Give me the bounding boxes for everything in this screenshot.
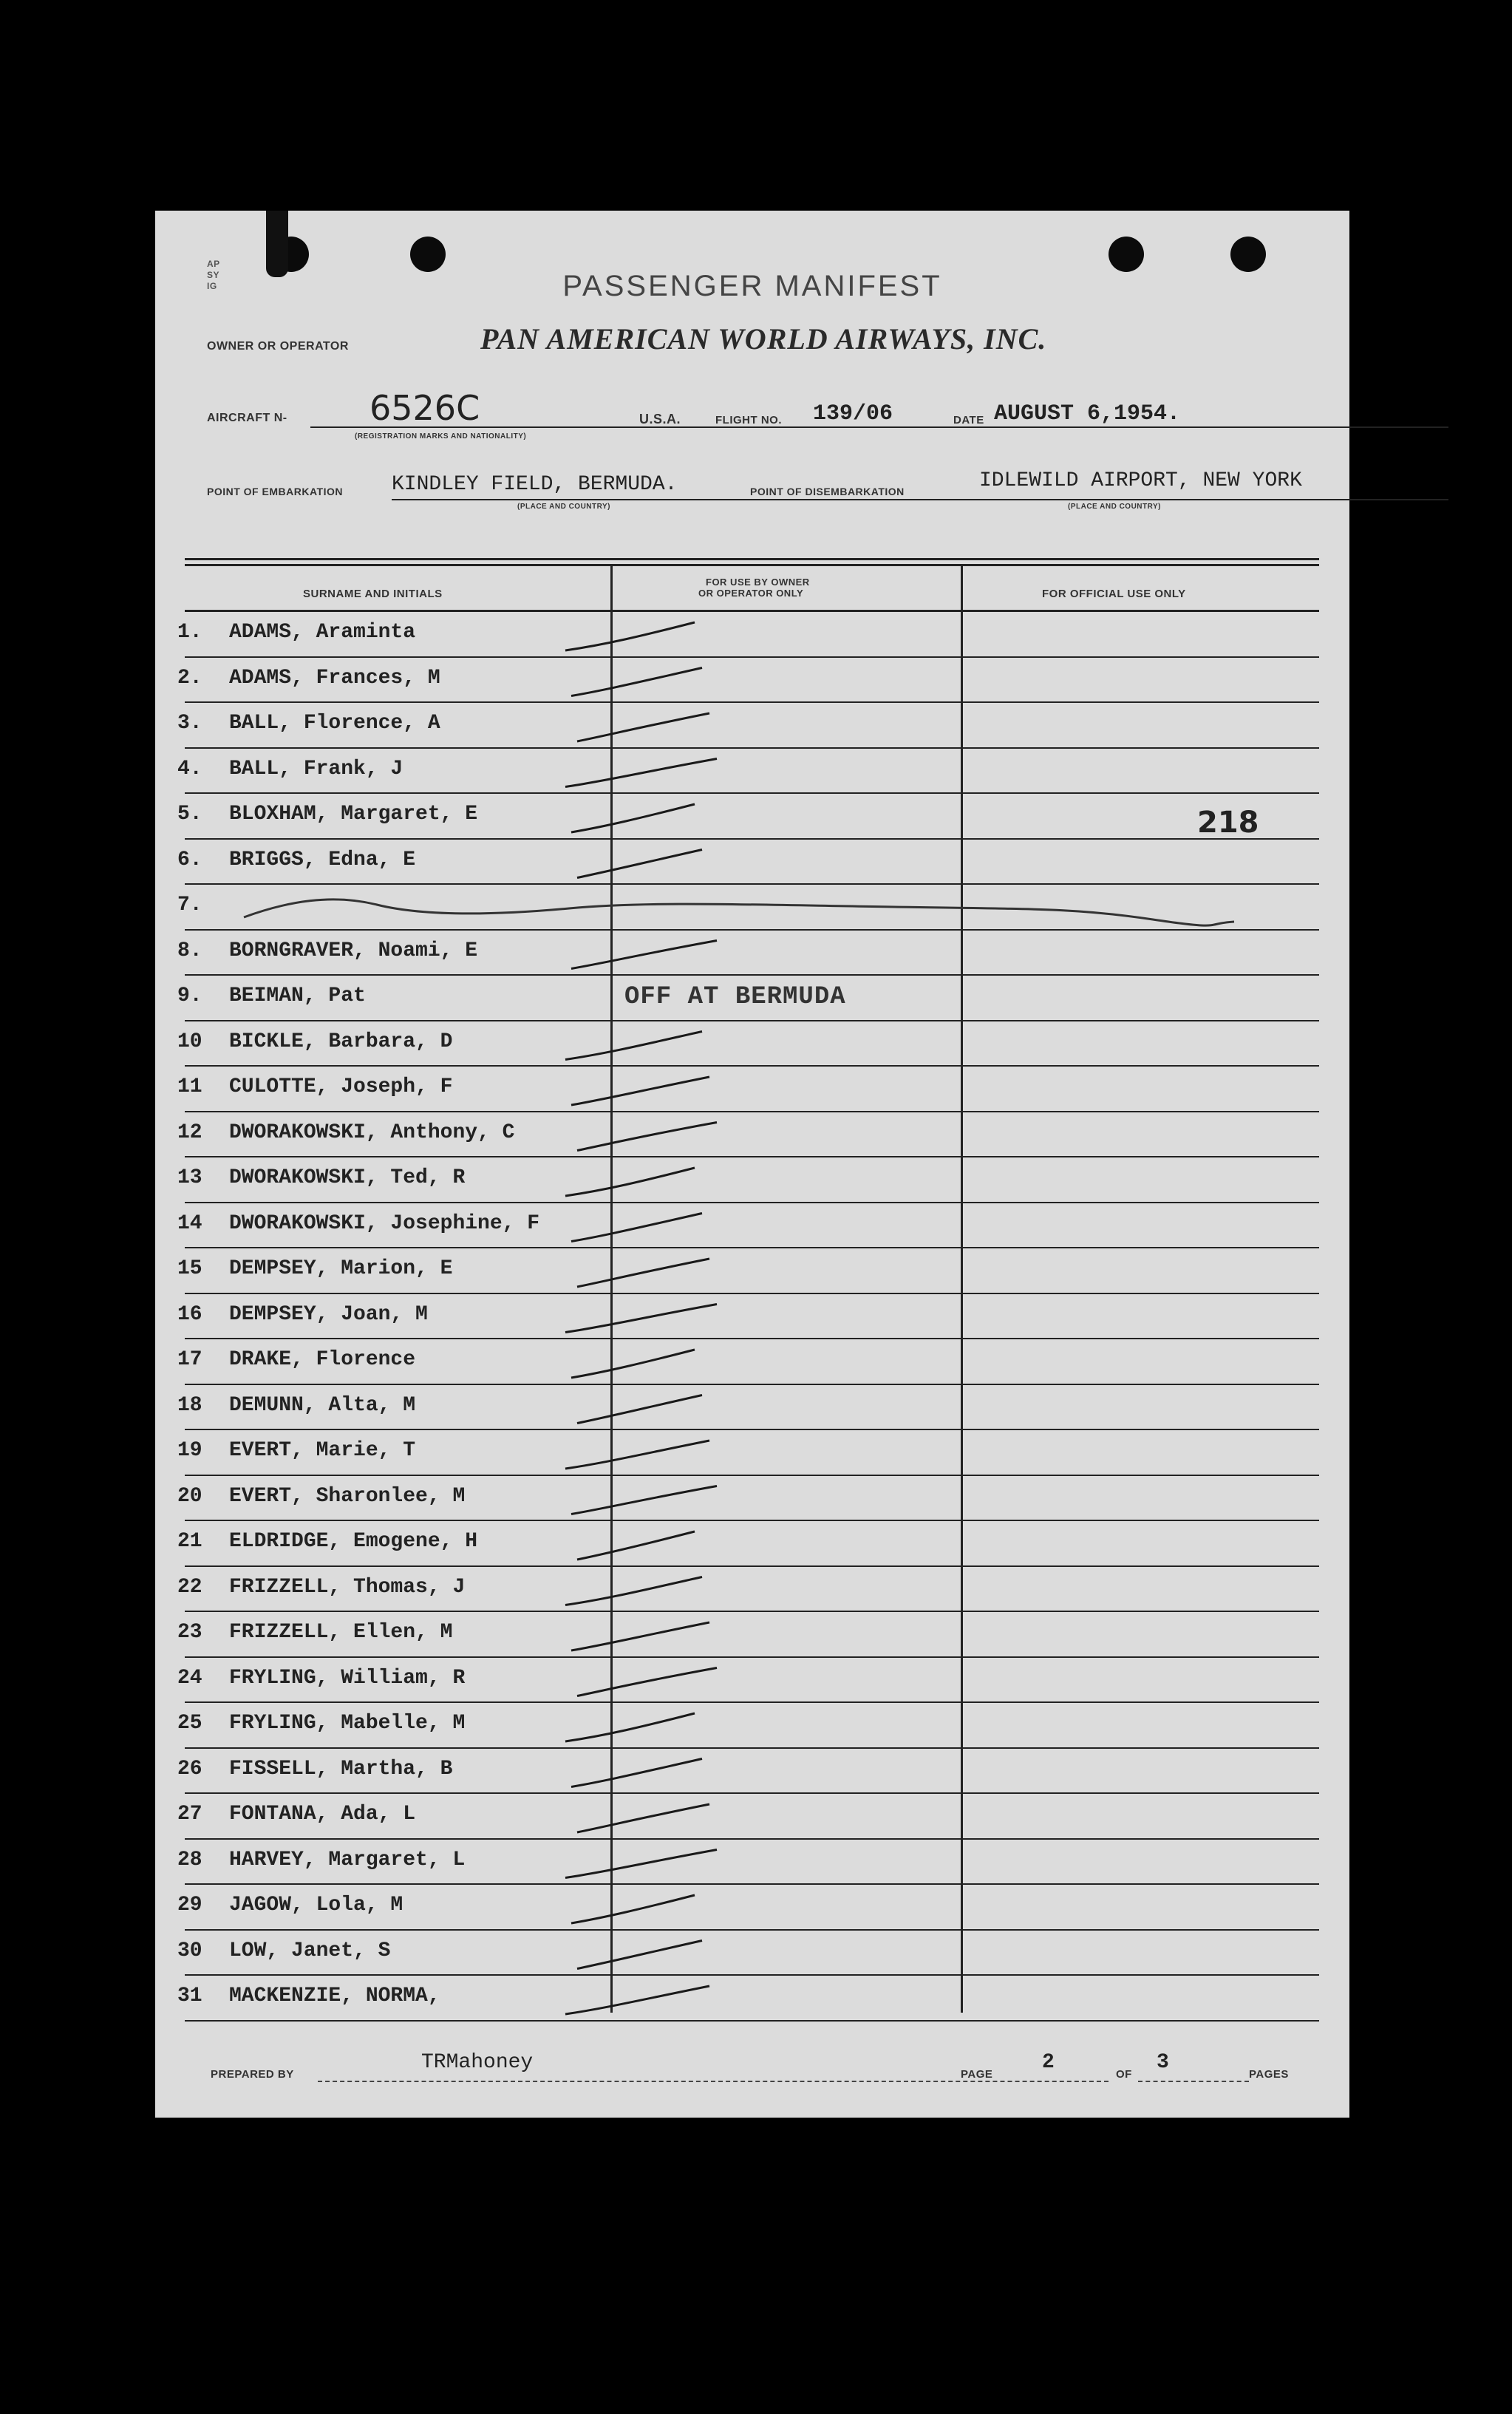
passenger-name: BALL, Florence, A: [229, 712, 440, 735]
flight-label: FLIGHT NO.: [715, 414, 782, 426]
page-label: PAGE: [961, 2068, 993, 2081]
row-number: 7.: [177, 894, 202, 917]
form-code-line: SY: [207, 270, 220, 280]
check-mark: [571, 1486, 717, 1514]
check-mark: [565, 1168, 695, 1196]
form-code-line: AP: [207, 259, 220, 269]
pen-marks: [155, 211, 1349, 2118]
row-number: 8.: [177, 939, 202, 962]
passenger-name: JAGOW, Lola, M: [229, 1894, 403, 1917]
row-rule: [185, 1792, 1319, 1794]
col-owner-header: OR OPERATOR ONLY: [698, 588, 804, 599]
check-mark: [565, 622, 695, 650]
passenger-name: ADAMS, Araminta: [229, 621, 416, 644]
official-note: 218: [1197, 806, 1259, 840]
check-mark: [571, 1214, 702, 1242]
aircraft-label: AIRCRAFT N-: [207, 412, 287, 424]
row-rule: [185, 883, 1319, 885]
row-number: 20: [177, 1484, 202, 1508]
row-rule: [185, 1611, 1319, 1612]
aircraft-caption: (REGISTRATION MARKS AND NATIONALITY): [355, 432, 527, 441]
passenger-name: ELDRIDGE, Emogene, H: [229, 1530, 478, 1553]
of-value: 3: [1157, 2051, 1169, 2074]
row-rule: [185, 1838, 1319, 1840]
passenger-name: DWORAKOWSKI, Josephine, F: [229, 1211, 540, 1235]
passenger-name: DEMPSEY, Marion, E: [229, 1257, 453, 1280]
embarkation-value: KINDLEY FIELD, BERMUDA.: [392, 473, 678, 496]
row-number: 5.: [177, 803, 202, 826]
row-rule: [185, 1247, 1319, 1248]
row-number: 4.: [177, 757, 202, 781]
row-number: 14: [177, 1211, 202, 1235]
disembarkation-value: IDLEWILD AIRPORT, NEW YORK: [979, 469, 1302, 492]
row-rule: [185, 1475, 1319, 1476]
check-mark: [577, 713, 709, 741]
check-mark: [571, 941, 717, 969]
page-value: 2: [1042, 2051, 1055, 2074]
row-rule: [185, 747, 1319, 749]
check-mark: [565, 1577, 702, 1605]
form-code-line: IG: [207, 281, 217, 291]
passenger-name: BICKLE, Barbara, D: [229, 1030, 453, 1053]
check-mark: [571, 804, 695, 832]
check-mark: [577, 1531, 695, 1560]
prepared-line: [318, 2081, 1109, 2082]
check-mark: [565, 1850, 717, 1878]
passenger-name: BORNGRAVER, Noami, E: [229, 939, 478, 962]
owner-label: OWNER OR OPERATOR: [207, 340, 349, 353]
disembarkation-label: POINT OF DISEMBARKATION: [750, 486, 905, 497]
check-mark: [571, 1622, 709, 1650]
passenger-name: MACKENZIE, NORMA,: [229, 1985, 440, 2007]
row-rule: [185, 838, 1319, 840]
passenger-name: DEMPSEY, Joan, M: [229, 1302, 428, 1326]
check-mark: [571, 1895, 695, 1923]
row-rule: [185, 1929, 1319, 1931]
check-mark: [565, 1713, 695, 1741]
row-rule: [185, 1338, 1319, 1339]
row-number: 21: [177, 1530, 202, 1553]
passenger-name: DWORAKOWSKI, Anthony, C: [229, 1121, 515, 1144]
passenger-name: FONTANA, Ada, L: [229, 1803, 416, 1826]
embarkation-label: POINT OF EMBARKATION: [207, 486, 343, 497]
row-rule: [185, 1883, 1319, 1885]
row-rule: [185, 974, 1319, 976]
row-rule: [185, 929, 1319, 931]
passenger-name: HARVEY, Margaret, L: [229, 1848, 466, 1871]
row-number: 13: [177, 1166, 202, 1189]
row-number: 30: [177, 1939, 202, 1962]
row-number: 12: [177, 1121, 202, 1144]
check-mark: [577, 1668, 717, 1696]
passenger-name: EVERT, Sharonlee, M: [229, 1484, 466, 1508]
date-value: AUGUST 6,1954.: [994, 401, 1181, 426]
row-rule: [185, 1747, 1319, 1749]
check-mark: [571, 668, 702, 696]
check-mark: [571, 1759, 702, 1787]
passenger-name: BEIMAN, Pat: [229, 985, 366, 1007]
passenger-name: FISSELL, Martha, B: [229, 1757, 453, 1781]
operator-name: PAN AMERICAN WORLD AIRWAYS, INC.: [480, 322, 1047, 356]
row-rule: [185, 1974, 1319, 1976]
row-rule: [185, 1520, 1319, 1521]
check-mark: [565, 1986, 709, 2014]
row-rule: [185, 792, 1319, 794]
col-owner-header: FOR USE BY OWNER: [706, 577, 810, 588]
check-mark: [577, 1123, 717, 1151]
col-official-header: FOR OFFICIAL USE ONLY: [1042, 588, 1186, 600]
off-at-bermuda-stamp: OFF AT BERMUDA: [624, 983, 846, 1011]
check-mark: [577, 1259, 709, 1287]
passenger-name: FRYLING, William, R: [229, 1666, 466, 1690]
passenger-name: ADAMS, Frances, M: [229, 666, 440, 690]
check-mark: [577, 1395, 702, 1424]
row-rule: [185, 1384, 1319, 1385]
passenger-name: LOW, Janet, S: [229, 1939, 391, 1962]
row-number: 19: [177, 1439, 202, 1462]
check-mark: [565, 1305, 717, 1333]
row-rule: [185, 1020, 1319, 1021]
col-surname-header: SURNAME AND INITIALS: [303, 588, 443, 600]
passenger-name: BRIGGS, Edna, E: [229, 848, 416, 871]
check-mark: [571, 1077, 709, 1105]
check-mark: [565, 1441, 709, 1469]
check-mark: [577, 850, 702, 878]
row-number: 28: [177, 1848, 202, 1871]
row-number: 17: [177, 1348, 202, 1371]
row-number: 16: [177, 1302, 202, 1326]
row-rule: [185, 1293, 1319, 1294]
passenger-name: FRYLING, Mabelle, M: [229, 1712, 466, 1735]
row-number: 10: [177, 1030, 202, 1053]
row-rule: [185, 656, 1319, 658]
row-number: 23: [177, 1621, 202, 1644]
row-number: 3.: [177, 712, 202, 735]
row-number: 15: [177, 1257, 202, 1280]
row-rule: [185, 1565, 1319, 1567]
passenger-name: BALL, Frank, J: [229, 757, 403, 781]
row-number: 26: [177, 1757, 202, 1781]
check-mark: [565, 759, 717, 787]
row-rule: [185, 1701, 1319, 1703]
prepared-value: TRMahoney: [421, 2051, 534, 2074]
passenger-name: EVERT, Marie, T: [229, 1439, 416, 1462]
passenger-name: CULOTTE, Joseph, F: [229, 1075, 453, 1098]
passenger-name: BLOXHAM, Margaret, E: [229, 803, 478, 826]
row-rule: [185, 1202, 1319, 1203]
embarkation-caption: (PLACE AND COUNTRY): [517, 503, 610, 511]
check-mark: [577, 1804, 709, 1832]
prepared-label: PREPARED BY: [211, 2068, 294, 2081]
passenger-name: FRIZZELL, Ellen, M: [229, 1621, 453, 1644]
form-title: PASSENGER MANIFEST: [562, 270, 942, 302]
row-number: 6.: [177, 848, 202, 871]
row-number: 29: [177, 1894, 202, 1917]
disembarkation-caption: (PLACE AND COUNTRY): [1068, 503, 1161, 511]
passenger-name: DEMUNN, Alta, M: [229, 1393, 416, 1417]
row-number: 31: [177, 1985, 202, 2007]
row-number: 22: [177, 1575, 202, 1599]
row-number: 24: [177, 1666, 202, 1690]
passenger-name: FRIZZELL, Thomas, J: [229, 1575, 466, 1599]
manifest-sheet: [155, 211, 1349, 2118]
row-number: 18: [177, 1393, 202, 1417]
row-number: 9.: [177, 985, 202, 1007]
row-rule: [185, 1065, 1319, 1067]
check-mark: [565, 1032, 702, 1060]
check-mark: [577, 1941, 702, 1969]
row-rule: [185, 1156, 1319, 1157]
row-number: 11: [177, 1075, 202, 1098]
aircraft-value: 6526C: [370, 388, 480, 428]
row-number: 2.: [177, 666, 202, 690]
row-rule: [185, 701, 1319, 703]
row-number: 25: [177, 1712, 202, 1735]
date-label: DATE: [953, 414, 984, 426]
row-rule: [185, 1656, 1319, 1658]
row-number: 27: [177, 1803, 202, 1826]
passenger-name: DWORAKOWSKI, Ted, R: [229, 1166, 466, 1189]
passenger-name: DRAKE, Florence: [229, 1348, 416, 1371]
pages-line: [1138, 2081, 1249, 2082]
row-rule: [185, 1111, 1319, 1112]
of-label: OF: [1116, 2068, 1132, 2081]
row-rule: [185, 1429, 1319, 1430]
flight-value: 139/06: [813, 401, 893, 426]
usa-label: U.S.A.: [639, 412, 681, 426]
pages-label: PAGES: [1249, 2068, 1289, 2081]
row-rule: [185, 2020, 1319, 2022]
row-number: 1.: [177, 621, 202, 644]
check-mark: [571, 1350, 695, 1378]
cancel-squiggle: [244, 900, 1234, 925]
